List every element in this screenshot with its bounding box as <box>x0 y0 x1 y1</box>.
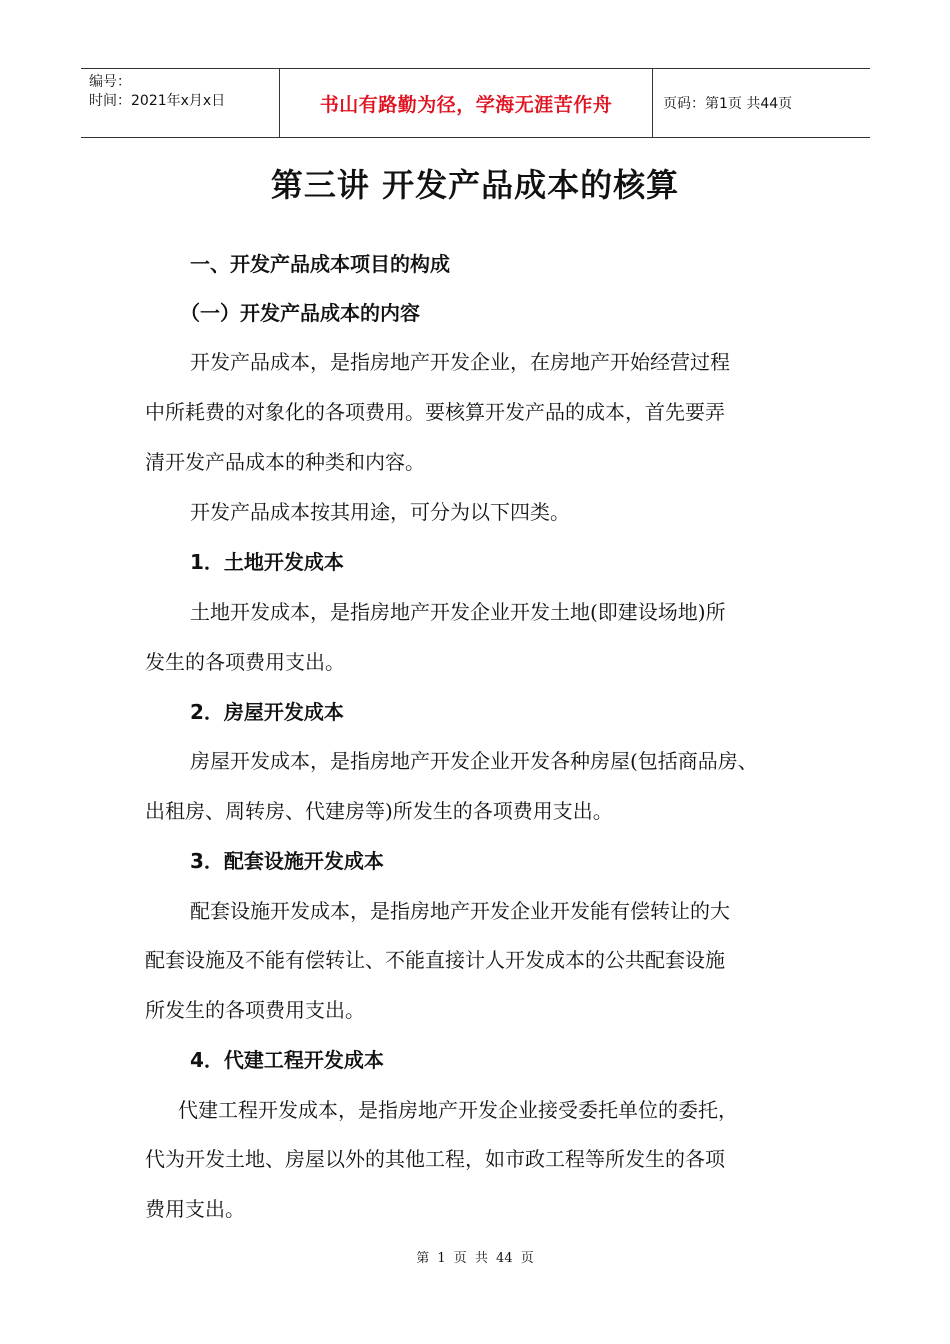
paragraph-line: 代建工程开发成本，是指房地产开发企业接受委托单位的委托， <box>178 1098 738 1122</box>
paragraph-line: 代为开发土地、房屋以外的其他工程，如市政工程等所发生的各项 <box>145 1147 725 1171</box>
paragraph-line: 中所耗费的对象化的各项费用。要核算开发产品的成本，首先要弄 <box>145 400 725 424</box>
paragraph-line: 发生的各项费用支出。 <box>145 650 345 674</box>
item-heading-1: 1．土地开发成本 <box>190 550 344 574</box>
item-heading-4: 4．代建工程开发成本 <box>190 1048 384 1072</box>
header-table <box>81 68 870 138</box>
page-info: 页码：第1页 共44页 <box>663 96 793 112</box>
page-footer: 第 1 页 共 44 页 <box>416 1251 534 1266</box>
paragraph-line: 开发产品成本按其用途，可分为以下四类。 <box>190 500 570 524</box>
subsection-heading: （一）开发产品成本的内容 <box>180 301 420 325</box>
section-heading: 一、开发产品成本项目的构成 <box>190 252 450 276</box>
paragraph-line: 土地开发成本，是指房地产开发企业开发土地(即建设场地)所 <box>190 600 726 624</box>
date-label: 时间：2021年x月x日 <box>89 93 226 109</box>
paragraph-line: 出租房、周转房、代建房等)所发生的各项费用支出。 <box>145 799 613 823</box>
item-heading-2: 2．房屋开发成本 <box>190 700 344 724</box>
number-label: 编号： <box>89 74 131 90</box>
paragraph-line: 费用支出。 <box>145 1197 245 1221</box>
paragraph-line: 配套设施开发成本，是指房地产开发企业开发能有偿转让的大 <box>190 899 730 923</box>
item-heading-3: 3．配套设施开发成本 <box>190 849 384 873</box>
paragraph-line: 房屋开发成本，是指房地产开发企业开发各种房屋(包括商品房、 <box>190 749 758 773</box>
paragraph-line: 配套设施及不能有偿转让、不能直接计人开发成本的公共配套设施 <box>145 948 725 972</box>
motto: 书山有路勤为径，学海无涯苦作舟 <box>280 69 653 137</box>
paragraph-line: 开发产品成本，是指房地产开发企业，在房地产开始经营过程 <box>190 350 730 374</box>
paragraph-line: 清开发产品成本的种类和内容。 <box>145 450 425 474</box>
header-left-cell <box>81 69 280 137</box>
paragraph-line: 所发生的各项费用支出。 <box>145 998 365 1022</box>
page-title: 第三讲 开发产品成本的核算 <box>270 166 680 204</box>
